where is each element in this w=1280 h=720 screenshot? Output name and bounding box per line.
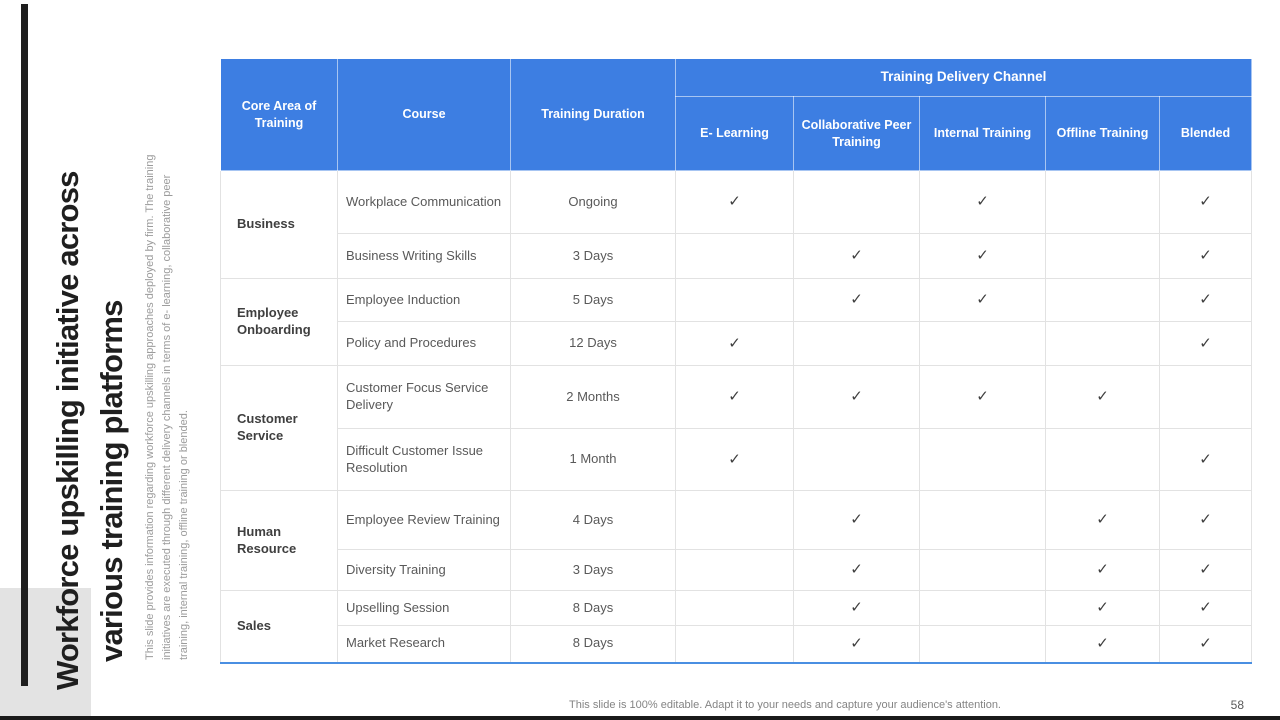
checkmark-cell: ✓ bbox=[1046, 550, 1160, 591]
table-row bbox=[221, 429, 1252, 491]
group-cell-human-resource: Human Resource bbox=[221, 491, 338, 591]
course-cell: Customer Focus Service Delivery bbox=[338, 366, 511, 429]
col-header-collaborative-peer: Collaborative Peer Training bbox=[794, 97, 920, 171]
table-row bbox=[221, 279, 1252, 322]
group-cell-sales: Sales bbox=[221, 591, 338, 663]
checkmark-cell: ✓ bbox=[794, 626, 920, 663]
group-cell-business: Business bbox=[221, 171, 338, 279]
duration-cell: 12 Days bbox=[511, 322, 676, 366]
duration-cell: 2 Months bbox=[511, 366, 676, 429]
course-cell: Workplace Communication bbox=[338, 171, 511, 234]
checkmark-cell: ✓ bbox=[676, 322, 794, 366]
course-cell: Employee Review Training bbox=[338, 491, 511, 550]
footer-note: This slide is 100% editable. Adapt it to your needs and capture your audience's attention. bbox=[569, 699, 1001, 711]
table-row bbox=[221, 234, 1252, 279]
checkmark-cell: ✓ bbox=[794, 366, 920, 429]
col-header-elearning: E- Learning bbox=[676, 97, 794, 171]
slide-description bbox=[142, 98, 196, 660]
checkmark-cell: ✓ bbox=[1160, 626, 1252, 663]
checkmark-cell: ✓ bbox=[1160, 171, 1252, 234]
checkmark-cell: ✓ bbox=[1160, 322, 1252, 366]
checkmark-cell bbox=[1046, 279, 1160, 322]
training-matrix-table bbox=[220, 58, 1252, 664]
checkmark-cell bbox=[1046, 234, 1160, 279]
course-cell: Diversity Training bbox=[338, 550, 511, 591]
checkmark-cell: ✓ bbox=[920, 279, 1046, 322]
course-cell: Policy and Procedures bbox=[338, 322, 511, 366]
course-cell: Business Writing Skills bbox=[338, 234, 511, 279]
group-cell-employee-onboarding: Employee Onboarding bbox=[221, 279, 338, 366]
checkmark-cell bbox=[1160, 366, 1252, 429]
checkmark-cell: ✓ bbox=[1046, 626, 1160, 663]
table-row bbox=[221, 550, 1252, 591]
checkmark-cell bbox=[1046, 171, 1160, 234]
checkmark-cell: ✓ bbox=[676, 171, 794, 234]
checkmark-cell: ✓ bbox=[1160, 234, 1252, 279]
left-accent-bar bbox=[21, 4, 28, 686]
col-header-core-area: Core Area of Training bbox=[221, 59, 338, 171]
duration-cell: 4 Days bbox=[511, 491, 676, 550]
table-row bbox=[221, 322, 1252, 366]
checkmark-cell: ✓ bbox=[794, 234, 920, 279]
group-cell-customer-service: Customer Service bbox=[221, 366, 338, 491]
checkmark-cell bbox=[794, 429, 920, 491]
checkmark-cell: ✓ bbox=[1046, 591, 1160, 626]
checkmark-cell bbox=[920, 550, 1046, 591]
checkmark-cell bbox=[676, 626, 794, 663]
checkmark-cell: ✓ bbox=[1160, 491, 1252, 550]
page-title bbox=[46, 25, 148, 690]
page-title-line-1: Workforce upskilling initiative across bbox=[50, 171, 85, 690]
checkmark-cell bbox=[920, 429, 1046, 491]
header-row-group bbox=[221, 59, 1252, 97]
checkmark-cell bbox=[1046, 322, 1160, 366]
checkmark-cell bbox=[794, 171, 920, 234]
page-number: 58 bbox=[1230, 698, 1244, 712]
checkmark-cell: ✓ bbox=[676, 429, 794, 491]
checkmark-cell: ✓ bbox=[1160, 550, 1252, 591]
table-row bbox=[221, 366, 1252, 429]
slide-description-line-3: training, internal training, offline training or blended. bbox=[178, 410, 191, 660]
checkmark-cell bbox=[676, 279, 794, 322]
checkmark-cell bbox=[920, 491, 1046, 550]
slide-description-line-2: initiatives are executed through different delivery channels in terms of e- learning, collaborative peer bbox=[161, 174, 174, 660]
checkmark-cell bbox=[794, 322, 920, 366]
table-row bbox=[221, 491, 1252, 550]
col-header-delivery-channel: Training Delivery Channel bbox=[676, 59, 1252, 97]
duration-cell: 5 Days bbox=[511, 279, 676, 322]
slide-description-line-1: This slide provides information regarding workforce upskilling approaches deployed by firm. The training bbox=[144, 154, 156, 660]
checkmark-cell bbox=[676, 234, 794, 279]
checkmark-cell: ✓ bbox=[794, 491, 920, 550]
checkmark-cell: ✓ bbox=[676, 366, 794, 429]
table-row bbox=[221, 171, 1252, 234]
duration-cell: 3 Days bbox=[511, 550, 676, 591]
checkmark-cell bbox=[676, 591, 794, 626]
course-cell: Upselling Session bbox=[338, 591, 511, 626]
checkmark-cell bbox=[676, 491, 794, 550]
duration-cell: Ongoing bbox=[511, 171, 676, 234]
col-header-duration: Training Duration bbox=[511, 59, 676, 171]
col-header-course: Course bbox=[338, 59, 511, 171]
checkmark-cell: ✓ bbox=[1160, 591, 1252, 626]
duration-cell: 8 Days bbox=[511, 591, 676, 626]
checkmark-cell: ✓ bbox=[1160, 279, 1252, 322]
duration-cell: 1 Month bbox=[511, 429, 676, 491]
checkmark-cell: ✓ bbox=[1046, 366, 1160, 429]
checkmark-cell bbox=[920, 322, 1046, 366]
checkmark-cell: ✓ bbox=[920, 171, 1046, 234]
checkmark-cell: ✓ bbox=[1160, 429, 1252, 491]
col-header-blended: Blended bbox=[1160, 97, 1252, 171]
duration-cell: 8 Days bbox=[511, 626, 676, 663]
bottom-black-strip bbox=[0, 716, 1280, 720]
duration-cell: 3 Days bbox=[511, 234, 676, 279]
col-header-offline: Offline Training bbox=[1046, 97, 1160, 171]
page-title-line-2: various training platforms bbox=[94, 300, 130, 662]
checkmark-cell bbox=[920, 626, 1046, 663]
checkmark-cell: ✓ bbox=[920, 366, 1046, 429]
course-cell: Difficult Customer Issue Resolution bbox=[338, 429, 511, 491]
checkmark-cell bbox=[920, 591, 1046, 626]
checkmark-cell bbox=[676, 550, 794, 591]
checkmark-cell: ✓ bbox=[794, 591, 920, 626]
checkmark-cell: ✓ bbox=[920, 234, 1046, 279]
training-matrix-table-wrap bbox=[220, 58, 1252, 664]
checkmark-cell: ✓ bbox=[794, 550, 920, 591]
checkmark-cell: ✓ bbox=[1046, 491, 1160, 550]
table-row bbox=[221, 626, 1252, 663]
col-header-internal: Internal Training bbox=[920, 97, 1046, 171]
checkmark-cell bbox=[1046, 429, 1160, 491]
course-cell: Market Research bbox=[338, 626, 511, 663]
course-cell: Employee Induction bbox=[338, 279, 511, 322]
checkmark-cell: ✓ bbox=[794, 279, 920, 322]
table-row bbox=[221, 591, 1252, 626]
